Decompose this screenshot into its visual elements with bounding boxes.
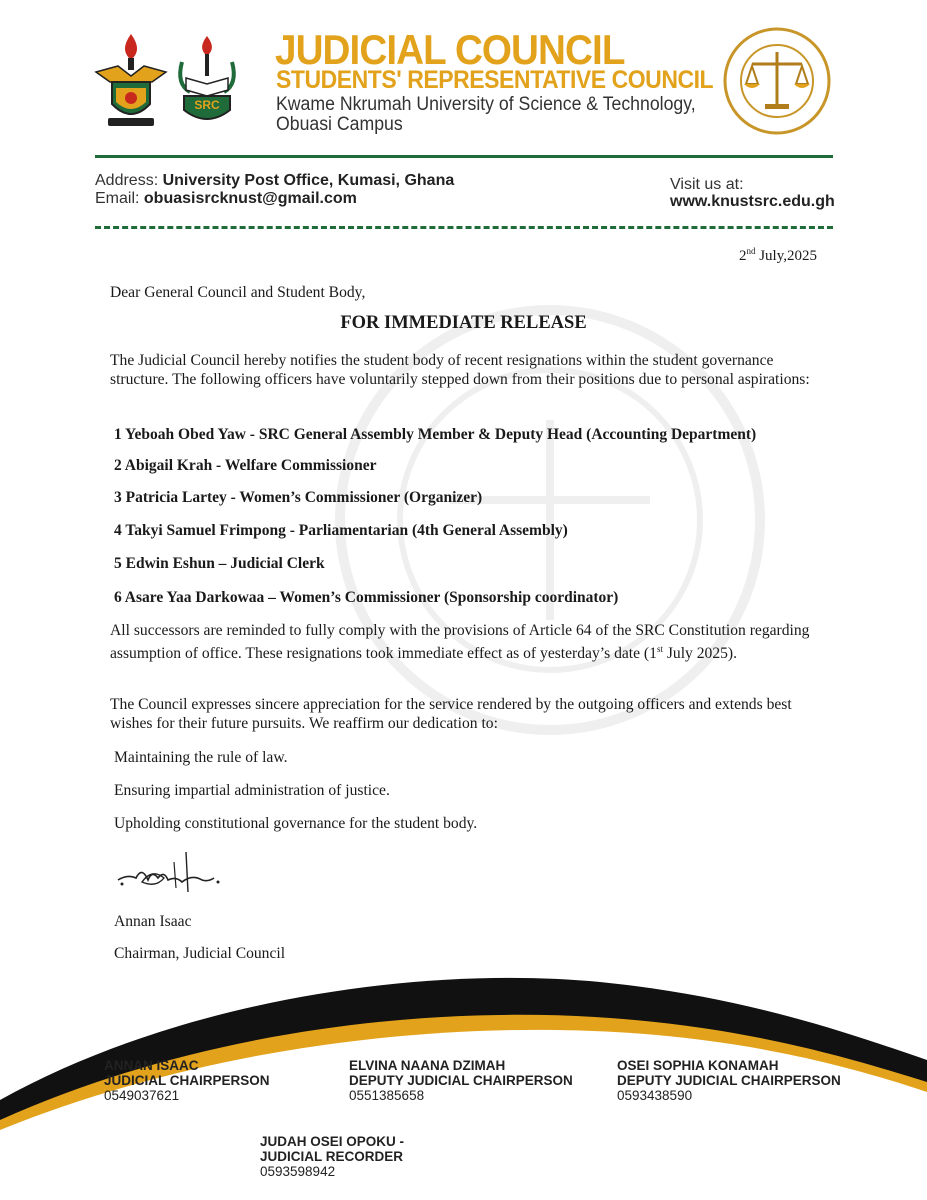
header-divider (95, 155, 833, 158)
date-suffix: nd (746, 246, 756, 256)
release-heading: FOR IMMEDIATE RELEASE (340, 313, 587, 333)
footer-official-deputy-1 (349, 1058, 573, 1103)
visit-label: Visit us at: (670, 176, 744, 193)
official-name: OSEI SOPHIA KONAMAH (617, 1058, 779, 1073)
official-phone: 0593438590 (617, 1088, 693, 1103)
official-name: ELVINA NAANA DZIMAH (349, 1058, 506, 1073)
signature (112, 848, 222, 896)
successors-text-end: July 2025). (662, 645, 738, 663)
email-value[interactable]: obuasisrcknust@gmail.com (143, 190, 357, 207)
appreciation-paragraph: The Council expresses sincere appreciation for the service rendered by the outgoing officers and extends best wishes for their future pursuits. We reaffirm our dedication to: (110, 696, 792, 732)
council-title: JUDICIAL COUNCIL (275, 26, 625, 73)
official-name: JUDAH OSEI OPOKU - (260, 1134, 405, 1149)
official-role: JUDICIAL CHAIRPERSON (104, 1073, 270, 1088)
official-name: ANNAN ISAAC (104, 1058, 199, 1073)
date-day: 2 (738, 248, 747, 264)
resignation-item: 4 Takyi Samuel Frimpong - Parliamentarian (4th General Assembly) (114, 522, 568, 539)
successors-paragraph (110, 621, 815, 663)
campus-name: Obuasi Campus (276, 114, 403, 135)
signatory-title: Chairman, Judicial Council (114, 945, 286, 962)
footer-official-recorder (260, 1134, 404, 1179)
svg-text:SRC: SRC (194, 98, 220, 112)
official-phone: 0593598942 (260, 1164, 336, 1179)
website-link[interactable] (670, 193, 835, 211)
resignation-item: 3 Patricia Lartey - Women’s Commissioner (Organizer) (114, 489, 483, 506)
council-subtitle: STUDENTS' REPRESENTATIVE COUNCIL (276, 66, 714, 94)
resignation-item: 1 Yeboah Obed Yaw - SRC General Assembly Member & Deputy Head (Accounting Department) (114, 426, 757, 443)
email-label: Email: (95, 190, 144, 207)
address-label: Address: (95, 172, 163, 189)
letter-date (739, 246, 817, 265)
official-role: DEPUTY JUDICIAL CHAIRPERSON (349, 1073, 573, 1088)
footer-official-deputy-2 (617, 1058, 841, 1103)
date-month-year: July,2025 (755, 248, 817, 264)
successors-suffix: st (656, 644, 663, 654)
email-line (95, 190, 357, 208)
official-role: DEPUTY JUDICIAL CHAIRPERSON (617, 1073, 841, 1088)
resignation-item: 2 Abigail Krah - Welfare Commissioner (114, 457, 377, 474)
dedication-item: Upholding constitutional governance for the student body. (114, 815, 478, 832)
src-logo (172, 34, 242, 128)
knust-crest-logo (92, 32, 170, 128)
dedication-item: Ensuring impartial administration of justice. (114, 782, 390, 799)
official-phone: 0549037621 (104, 1088, 180, 1103)
footer-official-chair (104, 1058, 270, 1103)
signatory-name: Annan Isaac (114, 913, 192, 930)
official-phone: 0551385658 (349, 1088, 425, 1103)
dedication-item: Maintaining the rule of law. (114, 749, 288, 766)
resignation-item: 5 Edwin Eshun – Judicial Clerk (114, 555, 325, 572)
website-value[interactable]: www.knustsrc.edu.gh (670, 193, 835, 210)
university-name: Kwame Nkrumah University of Science & Technology, (276, 94, 696, 115)
intro-paragraph: The Judicial Council hereby notifies the student body of recent resignations within the student governance structure. The following officers have voluntarily stepped down from their positions due to personal aspirations: (110, 352, 810, 388)
successors-text: All successors are reminded to fully comply with the provisions of Article 64 of the SRC Constitution regarding assumption of office. These resignations took immediate effect as of yesterday’s date (1 (110, 622, 810, 663)
address-value: University Post Office, Kumasi, Ghana (162, 172, 455, 189)
resignation-item: 6 Asare Yaa Darkowaa – Women’s Commissioner (Sponsorship coordinator) (114, 589, 619, 606)
salutation: Dear General Council and Student Body, (110, 284, 366, 301)
contact-divider (95, 226, 833, 229)
judicial-council-seal (722, 26, 832, 136)
address-line (95, 172, 454, 190)
official-role: JUDICIAL RECORDER (260, 1149, 404, 1164)
